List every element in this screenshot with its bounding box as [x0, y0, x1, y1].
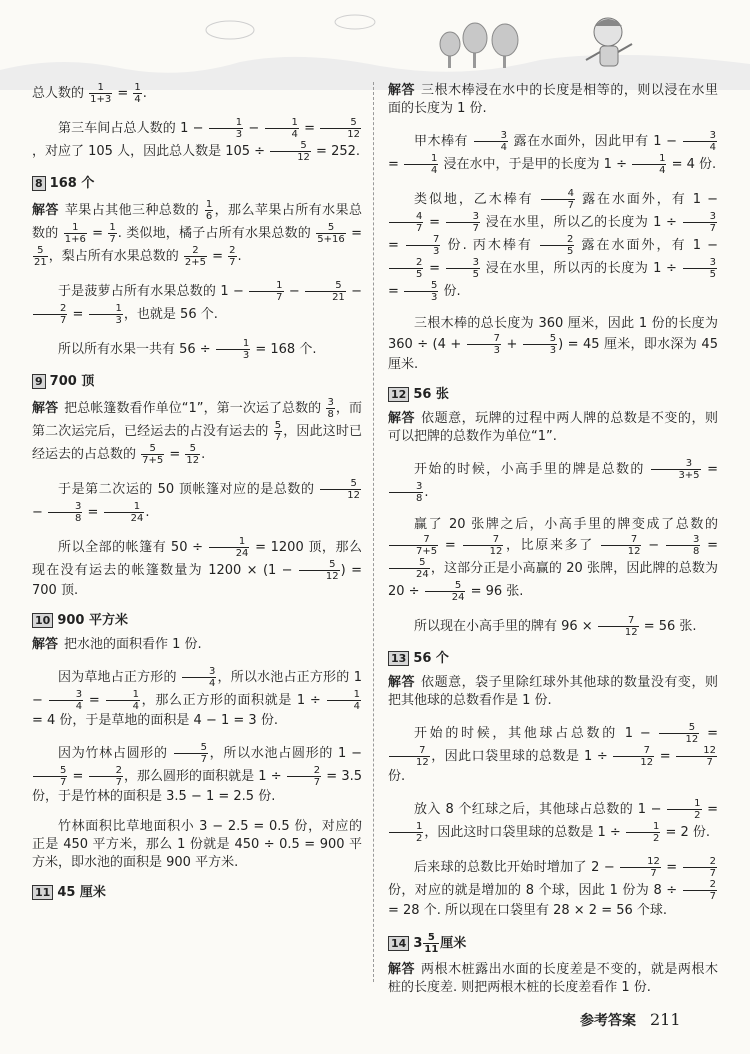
fraction: $\frac{1}{6}$ [205, 199, 213, 222]
fraction: $\frac{5}{7}$ [33, 765, 67, 788]
fraction: $\frac{5}{12}$ [299, 559, 340, 582]
paragraph-text: 后来球的总数比开始时增加了 2 − $\frac{12}{7}$ = $\frac{2}{7}$ 份，对应的就是增加的 8 个球，因此 1 份为 8 ÷ $\frac{2}{7}$ = 28 个. 所以现在口袋里有 28 × 2 = 56 个球. [388, 856, 716, 918]
problem-answer: 900 平方米 [57, 613, 128, 628]
fraction: $\frac{1}{4}$ [404, 153, 438, 176]
fraction: $\frac{5}{12}$ [320, 478, 361, 501]
paragraph-text: 依题意，袋子里除红球外其他球的数量没有变，则把其他球的总数看作是 1 份. [388, 675, 718, 708]
paragraph-text: 所以现在小高手里的牌有 96 × $\frac{7}{12}$ = 56 张. [414, 615, 697, 638]
fraction: $\frac{5}{21}$ [34, 245, 47, 268]
fraction: $\frac{1}{2}$ [389, 821, 423, 844]
answer-keyword: 解答 [32, 401, 59, 416]
fraction: $\frac{1}{24}$ [209, 536, 250, 559]
fraction: $\frac{5}{12}$ [186, 443, 200, 466]
fraction: $\frac{3}{5}$ [446, 257, 480, 280]
problem-number-badge: 9 [32, 374, 46, 389]
fraction: $\frac{2}{5}$ [540, 234, 574, 257]
solution-paragraph [388, 82, 718, 118]
fraction: $\frac{2}{7}$ [287, 765, 321, 788]
left-column [32, 82, 362, 908]
paragraph-text: 因为草地占正方形的 $\frac{3}{4}$ ，所以水池占正方形的 1 − $\frac{3}{4}$ = $\frac{1}{4}$ ，那么正方形的面积就是 1 ÷ $\frac{1}{4}$ = 4 份，于是草地的面积是 4 − 1 = 3 份. [32, 666, 363, 728]
answer-keyword: 解答 [388, 411, 416, 426]
fraction: $\frac{5}{3}$ [523, 333, 557, 356]
paragraph-text: 于是菠萝占所有水果总数的 1 − $\frac{1}{7}$ − $\frac{5}{21}$ − $\frac{2}{7}$ = $\frac{1}{3}$ ，也就是 56 个. [32, 284, 362, 322]
fraction: $\frac{1}{7}$ [109, 222, 116, 245]
fraction: $\frac{5}{12}$ [320, 117, 361, 140]
solution-paragraph [388, 856, 718, 920]
fraction: $\frac{1}{7}$ [249, 280, 283, 303]
right-column [388, 82, 718, 1009]
problem-number-badge: 12 [388, 387, 409, 402]
solution-paragraph [32, 280, 362, 326]
problem-number-badge: 13 [388, 651, 409, 666]
fraction: $\frac{5}{3}$ [404, 280, 438, 303]
fraction: $\frac{2}{2+5}$ [184, 245, 206, 268]
solution-paragraph [32, 82, 362, 105]
paragraph-text: 把总帐篷数看作单位“1”，第一次运了总数的 $\frac{3}{8}$ ，而第二次运完后，已经运去的占没有运去的 $\frac{5}{7}$ ，因此这时已经运去的占总数的 $\frac{5}{7+5}$ = $\frac{5}{12}$ . [32, 397, 362, 466]
problem-number-badge: 8 [32, 176, 46, 191]
problem-answer: 700 顶 [49, 374, 95, 389]
problem-heading [32, 175, 362, 193]
problem-number-badge: 10 [32, 613, 53, 628]
fraction: $\frac{7}{3}$ [467, 333, 501, 356]
fraction: $\frac{5}{12}$ [270, 140, 311, 163]
fraction: $\frac{5}{7}$ [274, 420, 282, 443]
fraction: $\frac{1}{4}$ [134, 82, 141, 105]
fraction: $\frac{4}{7}$ [389, 211, 423, 234]
solution-paragraph [388, 722, 718, 786]
fraction: $\frac{3}{8}$ [389, 481, 423, 504]
fraction: $\frac{7}{12}$ [601, 534, 642, 557]
fraction: $\frac{1}{24}$ [104, 501, 145, 524]
paragraph-text: 所以全部的帐篷有 50 ÷ $\frac{1}{24}$ = 1200 顶，那么现在没有运去的帐篷数量为 1200 × (1 − $\frac{5}{12}$ ) = 700 顶. [32, 536, 362, 598]
solution-paragraph [388, 798, 718, 844]
paragraph-text: 竹林面积比草地面积小 3 − 2.5 = 0.5 份，对应的正是 450 平方米，那么 1 份就是 450 ÷ 0.5 = 900 平方米，即水池的面积是 900 平方米. [32, 819, 362, 870]
footer-label: 参考答案 [580, 1013, 636, 1029]
paragraph-text: 苹果占其他三种总数的 $\frac{1}{6}$ ，那么苹果占所有水果总数的 $\frac{1}{1+6}$ = $\frac{1}{7}$ . 类似地，橘子占所有水果总数的 $\frac{5}{5+16}$ = $\frac{5}{21}$ ，梨占所有水果总数的 $\frac{2}{2+5}$ = $\frac{2}{7}$ . [32, 199, 362, 268]
problem-heading [32, 884, 362, 902]
paragraph-text: 开始的时候，小高手里的牌是总数的 $\frac{3}{3+5}$ = $\frac{3}{8}$ . [388, 462, 718, 500]
paragraph-text: 所以所有水果一共有 56 ÷ $\frac{1}{3}$ = 168 个. [58, 338, 317, 361]
tree-icon [440, 32, 460, 68]
paragraph-text: 总人数的 $\frac{1}{1+3}$ = $\frac{1}{4}$ . [32, 82, 147, 105]
paragraph-text: 三根木棒浸在水中的长度是相等的，则以浸在水里面的长度为 1 份. [388, 83, 718, 116]
fraction: $\frac{12}{7}$ [676, 745, 717, 768]
solution-paragraph [32, 742, 362, 806]
fraction: $\frac{3}{7}$ [683, 211, 717, 234]
fraction: $\frac{3}{5}$ [683, 257, 717, 280]
problem-heading [32, 612, 362, 630]
fraction: $\frac{1}{4}$ [632, 153, 666, 176]
solution-paragraph [388, 130, 718, 176]
solution-paragraph [32, 636, 362, 654]
fraction: $\frac{5}{12}$ [659, 722, 700, 745]
fraction: $\frac{7}{12}$ [613, 745, 654, 768]
paragraph-text: 依题意，玩牌的过程中两人牌的总数是不变的，则可以把牌的总数作为单位“1”. [388, 411, 718, 444]
problem-answer: 56 个 [413, 651, 449, 666]
answer-keyword: 解答 [388, 83, 416, 98]
answer-keyword: 解答 [388, 962, 416, 977]
fraction: $\frac{2}{7}$ [683, 856, 717, 879]
solution-paragraph [32, 666, 362, 730]
paragraph-text: 放入 8 个红球之后，其他球占总数的 1 − $\frac{1}{2}$ = $\frac{1}{2}$ ，因此这时口袋里球的总数是 1 ÷ $\frac{1}{2}$ = 2 份. [388, 802, 718, 840]
fraction: $\frac{1}{4}$ [327, 689, 361, 712]
solution-paragraph [388, 961, 718, 997]
header-decoration [0, 0, 750, 90]
fraction: $\frac{4}{7}$ [541, 188, 575, 211]
fraction: $\frac{5}{21}$ [305, 280, 346, 303]
fraction: $\frac{7}{12}$ [598, 615, 639, 638]
fraction: $\frac{3}{8}$ [666, 534, 700, 557]
tree-icon-3 [492, 24, 518, 68]
paragraph-text: 类似地，乙木棒有 $\frac{4}{7}$ 露在水面外，有 1 − $\frac{4}{7}$ = $\frac{3}{7}$ 浸在水里，所以乙的长度为 1 ÷ $\frac{3}{7}$ = $\frac{7}{3}$ 份. 丙木棒有 $\frac{2}{5}$ 露在水面外，有 1 − $\frac{2}{5}$ = $\frac{3}{5}$ 浸在水里，所以丙的长度为 1 ÷ $\frac{3}{5}$ = $\frac{5}{3}$ 份. [388, 188, 719, 303]
fraction: $\frac{1}{3}$ [89, 303, 123, 326]
fraction: $\frac{3}{7}$ [446, 211, 480, 234]
problem-heading [32, 373, 362, 391]
paragraph-text: 甲木棒有 $\frac{3}{4}$ 露在水面外，因此甲有 1 − $\frac{3}{4}$ = $\frac{1}{4}$ 浸在水中，于是甲的长度为 1 ÷ $\frac{1}{4}$ = 4 份. [388, 130, 717, 176]
fraction: $\frac{2}{7}$ [683, 879, 717, 902]
fraction: $\frac{1}{3}$ [216, 338, 250, 361]
fraction: $\frac{2}{5}$ [389, 257, 423, 280]
problem-heading [388, 650, 718, 668]
paragraph-text: 两根木桩露出水面的长度差是不变的，就是两根木桩的长度差. 则把两根木桩的长度差看作 1 份. [388, 962, 718, 995]
fraction: $\frac{3}{8}$ [48, 501, 82, 524]
column-divider [373, 82, 374, 982]
solution-paragraph [388, 188, 718, 303]
solution-paragraph [32, 117, 362, 163]
solution-paragraph [32, 478, 362, 524]
fraction: $\frac{7}{7+5}$ [389, 534, 438, 557]
fraction: $\frac{3}{8}$ [327, 397, 334, 420]
solution-paragraph [32, 818, 362, 872]
solution-paragraph [32, 397, 362, 466]
page-number: 211 [650, 1010, 681, 1029]
fraction: $\frac{5}{24}$ [389, 557, 430, 580]
fraction: $\frac{2}{7}$ [229, 245, 236, 268]
solution-paragraph [388, 516, 718, 603]
paragraph-text: 因为竹林占圆形的 $\frac{5}{7}$ ，所以水池占圆形的 1 − $\frac{5}{7}$ = $\frac{2}{7}$ ，那么圆形的面积就是 1 ÷ $\frac{2}{7}$ = 3.5 份，于是竹林的面积是 3.5 − 1 = 2.5 份. [32, 742, 362, 804]
solution-paragraph [388, 674, 718, 710]
fraction: $\frac{1}{3}$ [209, 117, 243, 140]
answer-keyword: 解答 [388, 675, 416, 690]
fraction: $\frac{5}{11}$ [424, 932, 439, 955]
problem-answer: 45 厘米 [57, 885, 106, 900]
problem-answer: 168 个 [49, 176, 95, 191]
tree-icon-2 [463, 23, 487, 68]
fraction: $\frac{3}{3+5}$ [651, 458, 700, 481]
fraction: $\frac{1}{2}$ [667, 798, 701, 821]
fraction: $\frac{1}{4}$ [106, 689, 140, 712]
fraction: $\frac{2}{7}$ [33, 303, 67, 326]
solution-paragraph [388, 315, 718, 374]
fraction: $\frac{1}{1+6}$ [64, 222, 86, 245]
problem-number-badge: 14 [388, 936, 409, 951]
fraction: $\frac{5}{5+16}$ [317, 222, 345, 245]
solution-paragraph [388, 410, 718, 446]
paragraph-text: 开始的时候，其他球占总数的 1 − $\frac{5}{12}$ = $\frac{7}{12}$ ，因此口袋里球的总数是 1 ÷ $\frac{7}{12}$ = $\frac{12}{7}$ 份. [388, 722, 718, 784]
problem-heading [388, 932, 718, 955]
fraction: $\frac{3}{4}$ [474, 130, 508, 153]
paragraph-text: 于是第二次运的 50 顶帐篷对应的是总数的 $\frac{5}{12}$ − $\frac{3}{8}$ = $\frac{1}{24}$ . [32, 478, 360, 524]
solution-paragraph [32, 199, 362, 268]
fraction: $\frac{3}{4}$ [683, 130, 717, 153]
fraction: $\frac{5}{7+5}$ [142, 443, 164, 466]
fraction: $\frac{3}{4}$ [49, 689, 83, 712]
paragraph-text: 赢了 20 张牌之后，小高手里的牌变成了总数的 $\frac{7}{7+5}$ = $\frac{7}{12}$ ，比原来多了 $\frac{7}{12}$ − $\frac{3}{8}$ = $\frac{5}{24}$ ，这部分正是小高赢的 20 张牌，因此牌的总数为 20 ÷ $\frac{5}{24}$ = 96 张. [388, 517, 718, 603]
solution-paragraph [388, 458, 718, 504]
fraction: $\frac{7}{3}$ [406, 234, 440, 257]
fraction: $\frac{12}{7}$ [620, 856, 661, 879]
problem-heading [388, 386, 718, 404]
paragraph-text: 把水池的面积看作 1 份. [64, 637, 202, 652]
answer-keyword: 解答 [32, 203, 59, 218]
problem-number-badge: 11 [32, 885, 53, 900]
fraction: $\frac{7}{12}$ [389, 745, 430, 768]
fraction: $\frac{5}{7}$ [174, 742, 208, 765]
fraction: $\frac{1}{4}$ [265, 117, 299, 140]
fraction: $\frac{7}{12}$ [463, 534, 504, 557]
fraction: $\frac{3}{4}$ [182, 666, 216, 689]
answer-keyword: 解答 [32, 637, 59, 652]
solution-paragraph [32, 536, 362, 600]
solution-paragraph [32, 338, 362, 361]
page-footer [580, 1010, 681, 1030]
paragraph-text: 第三车间占总人数的 1 − $\frac{1}{3}$ − $\frac{1}{4}$ = $\frac{5}{12}$ ，对应了 105 人，因此总人数是 105 ÷ $\frac{5}{12}$ = 252. [32, 117, 361, 163]
fraction: $\frac{1}{1+3}$ [90, 82, 112, 105]
fraction: $\frac{2}{7}$ [89, 765, 123, 788]
paragraph-text: 三根木棒的总长度为 360 厘米，因此 1 份的长度为 360 ÷ (4 + $\frac{7}{3}$ + $\frac{5}{3}$ ) = 45 厘米，即水深为 45 厘米. [388, 316, 718, 372]
fraction: $\frac{5}{24}$ [425, 580, 466, 603]
fraction: $\frac{1}{2}$ [626, 821, 660, 844]
solution-paragraph [388, 615, 718, 638]
problem-answer: 56 张 [413, 387, 449, 402]
problem-answer: 3 $\frac{5}{11}$ 厘米 [413, 932, 467, 955]
